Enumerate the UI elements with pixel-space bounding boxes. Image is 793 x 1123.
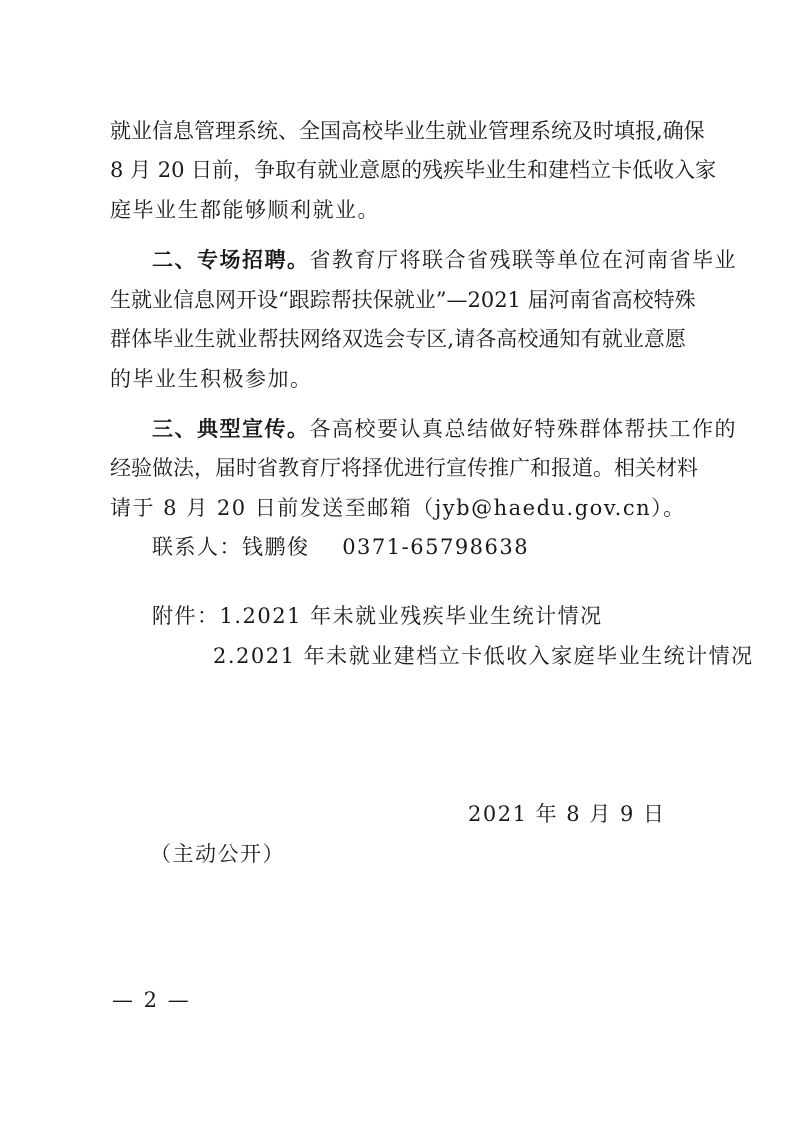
paragraph1-line2: 8 月 20 日前，争取有就业意愿的残疾毕业生和建档立卡低收入家 bbox=[110, 158, 717, 182]
attachment-item-2: 2.2021 年未就业建档立卡低收入家庭毕业生统计情况 bbox=[213, 644, 754, 668]
paragraph1-line3: 庭毕业生都能够顺利就业。 bbox=[110, 198, 380, 222]
contact-line: 联系人：钱鹏俊 0371-65798638 bbox=[152, 535, 530, 559]
page-number: — 2 — bbox=[112, 988, 191, 1012]
disclosure-label: （主动公开） bbox=[150, 842, 285, 866]
section3-line3: 请于 8 月 20 日前发送至邮箱（jyb@haedu.gov.cn）。 bbox=[110, 496, 686, 520]
section3-line1-text: 各高校要认真总结做好特殊群体帮扶工作的 bbox=[309, 417, 737, 441]
section2-line1-text: 省教育厅将联合省残联等单位在河南省毕业 bbox=[309, 248, 737, 272]
section3-line1 bbox=[152, 414, 737, 444]
section2-line1 bbox=[152, 245, 737, 275]
section2-line3: 群体毕业生就业帮扶网络双选会专区,请各高校通知有就业意愿 bbox=[110, 327, 686, 351]
document-date: 2021 年 8 月 9 日 bbox=[468, 802, 666, 826]
section2-heading: 二、专场招聘。 bbox=[152, 248, 310, 272]
attachment-item-1: 附件：1.2021 年未就业残疾毕业生统计情况 bbox=[152, 604, 603, 628]
section3-line2: 经验做法，届时省教育厅将择优进行宣传推广和报道。相关材料 bbox=[110, 456, 698, 480]
section2-line2: 生就业信息网开设“跟踪帮扶保就业”—2021 届河南省高校特殊 bbox=[110, 288, 696, 312]
section2-line4: 的毕业生积极参加。 bbox=[110, 367, 313, 391]
section3-heading: 三、典型宣传。 bbox=[152, 417, 310, 441]
paragraph1-line1: 就业信息管理系统、全国高校毕业生就业管理系统及时填报,确保 bbox=[110, 119, 705, 143]
